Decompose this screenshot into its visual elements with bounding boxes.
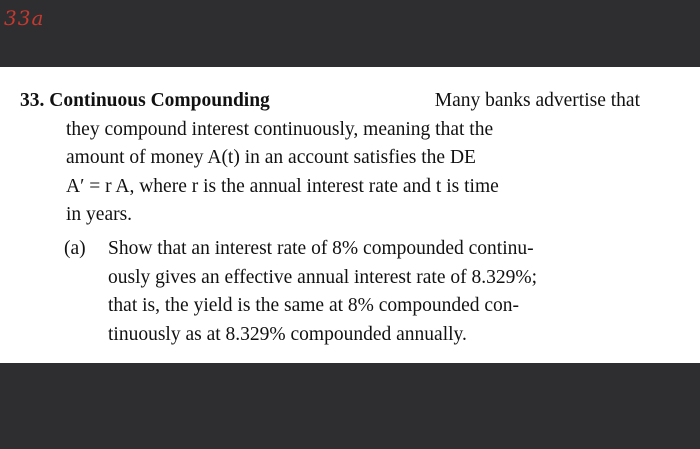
problem-33 (20, 87, 640, 230)
problem-text-line-1: Many banks advertise that (434, 90, 640, 111)
part-a-label: (a) (64, 238, 86, 259)
problem-line-1 (20, 87, 640, 116)
problem-text-line-3: amount of money A(t) in an account satisfies the DE (66, 147, 476, 168)
textbook-page (0, 67, 700, 363)
problem-heading: Continuous Compounding (49, 90, 270, 111)
part-a-line-3: that is, the yield is the same at 8% compounded con- (108, 295, 520, 316)
problem-number: 33. (20, 90, 45, 111)
part-a-line-1: Show that an interest rate of 8% compounded continu- (108, 238, 534, 259)
handwritten-annotation: 33a (4, 6, 45, 30)
part-a-line-4: tinuously as at 8.329% compounded annually. (108, 323, 467, 345)
bottom-dark-band (0, 363, 700, 449)
part-a-body (108, 235, 640, 349)
part-a-line-2: ously gives an effective annual interest rate of 8.329%; (108, 266, 538, 288)
problem-heading-group (20, 87, 270, 116)
problem-text-line-2: they compound interest continuously, meaning that the (66, 118, 494, 140)
part-a (64, 235, 640, 349)
problem-text-line-5: in years. (66, 204, 133, 225)
problem-text-line-4: A′ = r A, where r is the annual interest rate and t is time (66, 175, 499, 197)
